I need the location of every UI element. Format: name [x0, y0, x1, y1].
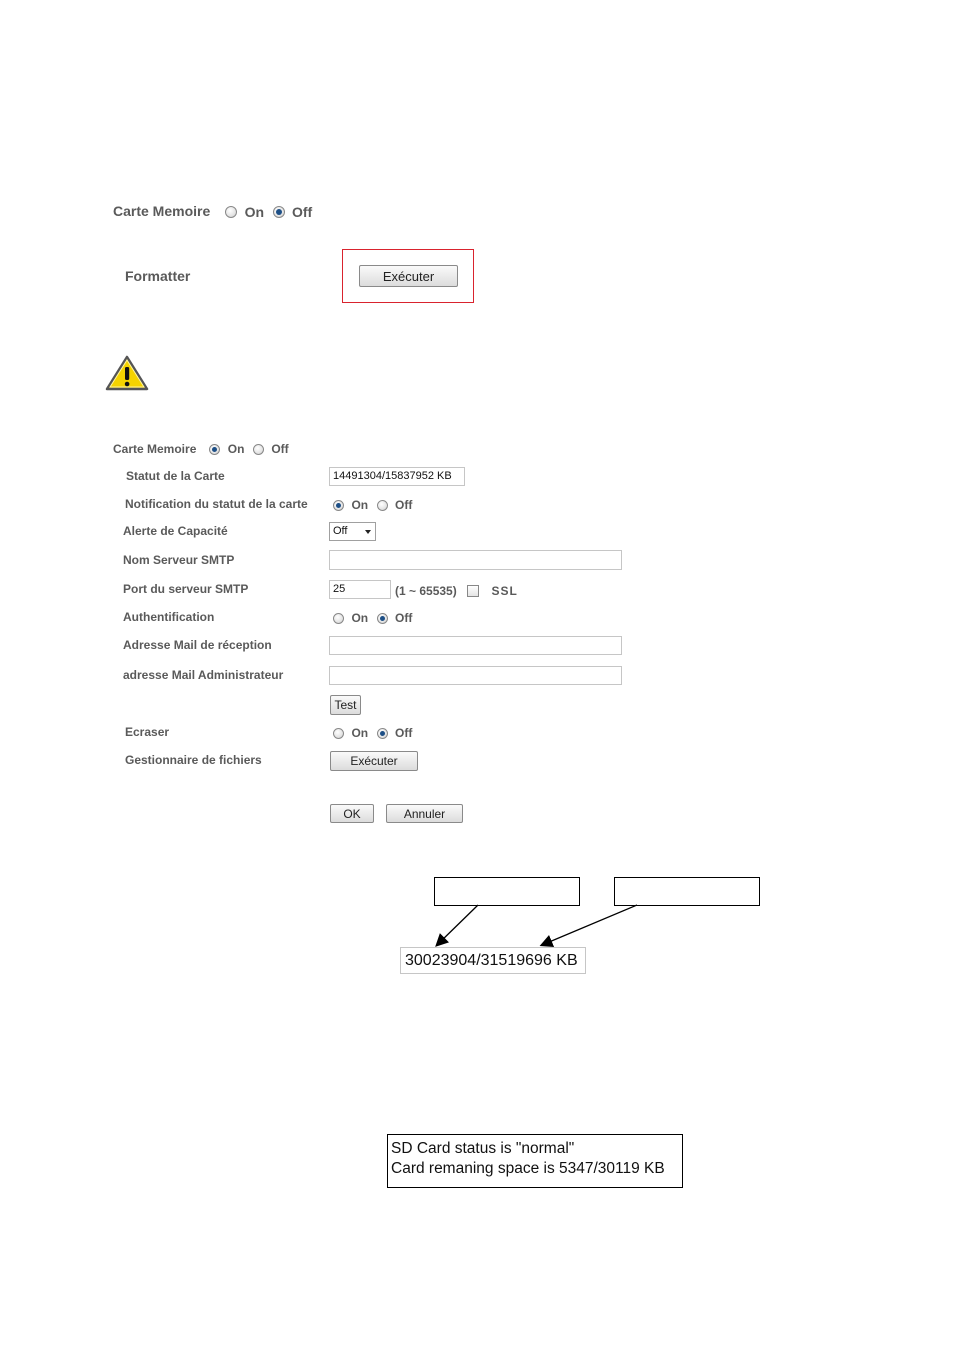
test-button[interactable]: Test [330, 695, 361, 715]
formatter-label: Formatter [125, 268, 191, 284]
diagram-status-value: 30023904/31519696 KB [405, 952, 578, 969]
ecraser-radio-on-label: On [351, 726, 369, 740]
auth-label: Authentification [123, 610, 215, 624]
top-radio-off-label: Off [291, 203, 313, 220]
statut-label: Statut de la Carte [126, 469, 225, 483]
cancel-button[interactable]: Annuler [386, 804, 463, 823]
notification-message-box [387, 1134, 683, 1188]
notification-radio-off-label: Off [395, 498, 413, 512]
alerte-label: Alerte de Capacité [123, 524, 228, 538]
auth-radio-off-label: Off [395, 611, 413, 625]
carte-memoire-label-2: Carte Memoire [113, 442, 197, 457]
gestionnaire-label: Gestionnaire de fichiers [125, 753, 262, 767]
arrow-left [437, 905, 478, 945]
formatter-execute-button[interactable]: Exécuter [359, 265, 458, 287]
memory-radio-off-label: Off [271, 442, 289, 456]
smtp-port-input[interactable]: 25 [329, 580, 391, 599]
ecraser-radio-off-label: Off [395, 726, 413, 740]
diagram-status-field [400, 947, 586, 974]
ecraser-label: Ecraser [125, 725, 170, 739]
smtp-server-label: Nom Serveur SMTP [123, 553, 235, 567]
notification-line-1: SD Card status is "normal" [391, 1140, 575, 1157]
smtp-port-range: (1 ~ 65535) [395, 584, 457, 598]
carte-memoire-label: Carte Memoire [113, 203, 211, 219]
notification-line-2: Card remaning space is 5347/30119 KB [391, 1160, 665, 1177]
admin-label: adresse Mail Administrateur [123, 668, 284, 682]
reception-label: Adresse Mail de réception [123, 638, 272, 652]
statut-field: 14491304/15837952 KB [329, 467, 465, 486]
smtp-port-label: Port du serveur SMTP [123, 582, 249, 596]
notification-label: Notification du statut de la carte [125, 497, 308, 511]
arrow-right [542, 905, 637, 945]
ssl-label: SSL [491, 584, 518, 598]
file-manager-execute-button[interactable]: Exécuter [330, 751, 418, 771]
alerte-select-value: Off [333, 525, 348, 537]
ok-button[interactable]: OK [330, 804, 374, 823]
top-radio-on-label: On [244, 203, 265, 220]
auth-radio-on-label: On [351, 611, 369, 625]
notification-radio-on-label: On [351, 498, 369, 512]
memory-radio-on-label: On [227, 442, 245, 456]
